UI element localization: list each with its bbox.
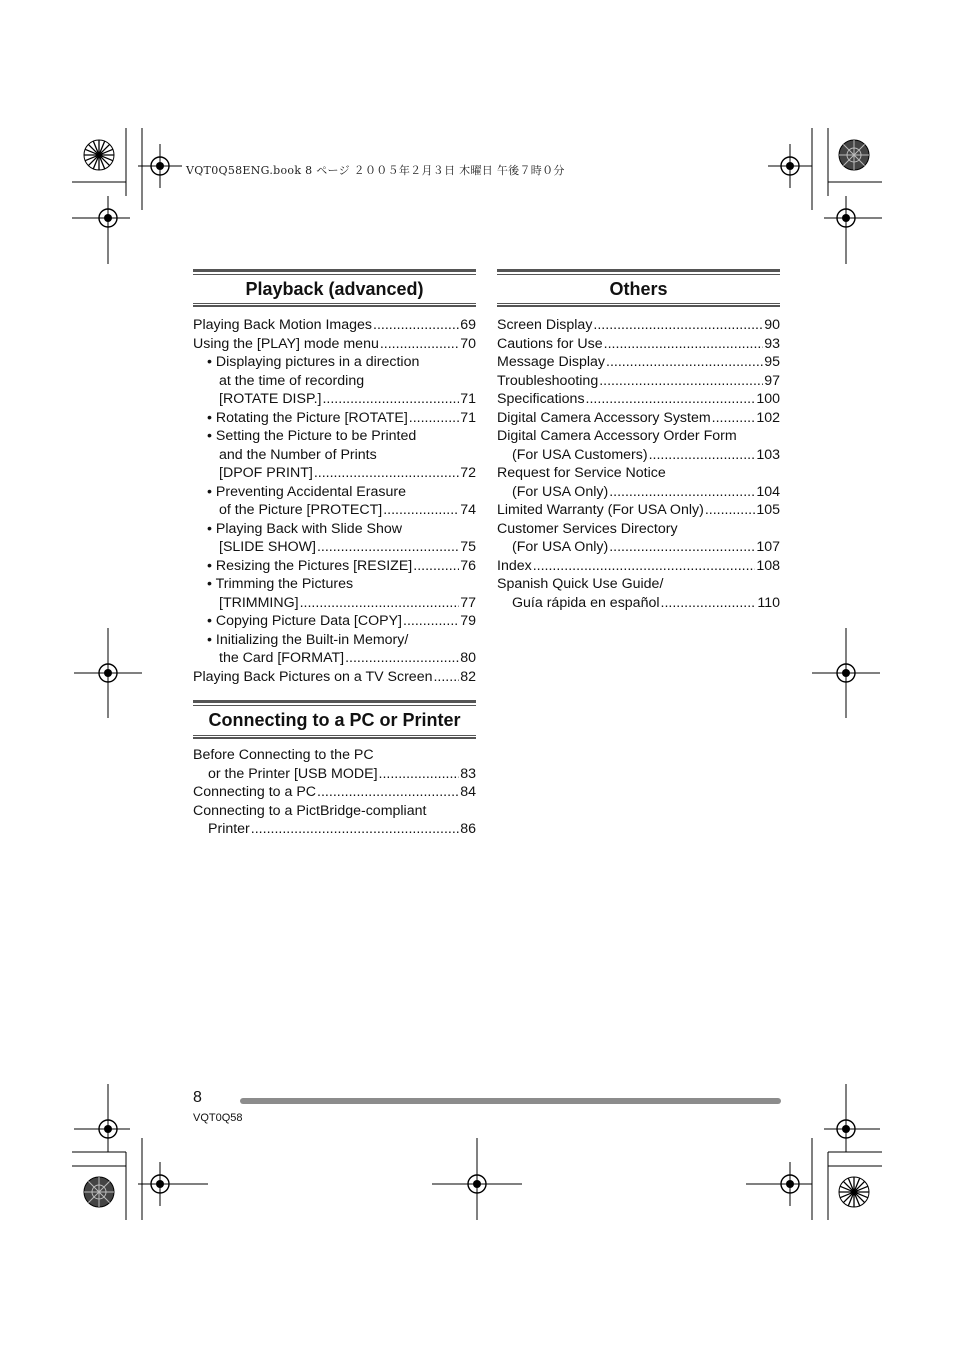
- toc-entry[interactable]: Message Display ..... 95: [497, 353, 780, 372]
- toc-entry[interactable]: Playing Back Pictures on a TV Screen ..... 82: [193, 668, 476, 687]
- toc-entry[interactable]: Playing Back Motion Images ..... 69: [193, 316, 476, 335]
- toc-entry[interactable]: Connecting to a PC ..... 84: [193, 783, 476, 802]
- toc-entry[interactable]: [TRIMMING] ..... 77: [193, 594, 476, 613]
- toc-entry[interactable]: and the Number of Prints: [219, 446, 377, 463]
- toc-entry[interactable]: (For USA Only) ..... 104: [497, 483, 780, 502]
- heading-rule-bottom: [193, 305, 476, 307]
- toc-entry[interactable]: • Rotating the Picture [ROTATE] ..... 71: [193, 409, 476, 428]
- print-header: VQT0Q58ENG.book 8 ページ ２００５年２月３日 木曜日 午後７時０分: [186, 164, 565, 177]
- toc-entry[interactable]: Printer ..... 86: [193, 820, 476, 839]
- section-title: Connecting to a PC or Printer: [208, 710, 461, 730]
- section-others: [497, 269, 780, 611]
- toc-entry[interactable]: • Initializing the Built-in Memory/: [207, 631, 409, 648]
- toc-entry[interactable]: Screen Display ..... 90: [497, 316, 780, 335]
- page-number: 8: [193, 1089, 202, 1106]
- heading-rule-top-thin: [193, 274, 476, 275]
- section-heading: [193, 269, 476, 307]
- toc-entry[interactable]: (For USA Customers) ..... 103: [497, 446, 780, 465]
- toc-entry[interactable]: Guía rápida en español ..... 110: [497, 594, 780, 613]
- toc-entry[interactable]: Index ..... 108: [497, 557, 780, 576]
- toc-entry[interactable]: • Trimming the Pictures: [207, 576, 354, 592]
- toc-entry[interactable]: Request for Service Notice: [497, 465, 666, 481]
- toc-entry[interactable]: [SLIDE SHOW] ..... 75: [193, 538, 476, 557]
- heading-rule-top-thin: [193, 705, 476, 706]
- heading-rule-bottom-thin: [193, 303, 476, 304]
- toc-entry[interactable]: Digital Camera Accessory System ..... 102: [497, 409, 780, 428]
- toc-entry[interactable]: • Copying Picture Data [COPY] ..... 79: [193, 612, 476, 631]
- section-playback-advanced: [193, 269, 476, 685]
- toc-entry[interactable]: Digital Camera Accessory Order Form: [497, 428, 737, 444]
- toc-entry[interactable]: Connecting to a PictBridge-compliant: [193, 802, 427, 819]
- toc-entry[interactable]: at the time of recording: [219, 372, 365, 389]
- section-heading: [497, 269, 780, 307]
- section-title: Playback (advanced): [245, 279, 424, 299]
- heading-rule-bottom-thin: [497, 303, 780, 304]
- toc-list: [193, 316, 476, 686]
- heading-rule-bottom: [193, 737, 476, 739]
- toc-entry[interactable]: Using the [PLAY] mode menu ..... 70: [193, 335, 476, 354]
- toc-entry[interactable]: Customer Services Directory: [497, 520, 678, 537]
- toc-entry[interactable]: Before Connecting to the PC: [193, 747, 374, 763]
- toc-entry[interactable]: Specifications ..... 100: [497, 390, 780, 409]
- toc-entry[interactable]: Limited Warranty (For USA Only) ..... 105: [497, 501, 780, 520]
- toc-list: [497, 316, 780, 612]
- toc-entry[interactable]: [DPOF PRINT] ..... 72: [193, 464, 476, 483]
- toc-entry[interactable]: Troubleshooting ..... 97: [497, 372, 780, 391]
- toc-entry[interactable]: • Displaying pictures in a direction: [207, 354, 420, 370]
- section-heading: [193, 700, 476, 740]
- doc-code: VQT0Q58: [193, 1112, 243, 1124]
- heading-rule-top: [193, 700, 476, 703]
- toc-entry[interactable]: Cautions for Use ..... 93: [497, 335, 780, 354]
- toc-entry[interactable]: • Resizing the Pictures [RESIZE] ..... 76: [193, 557, 476, 576]
- section-connecting: [193, 700, 476, 837]
- heading-rule-top-thin: [497, 274, 780, 275]
- toc-entry[interactable]: of the Picture [PROTECT] ..... 74: [193, 501, 476, 520]
- heading-rule-top: [497, 269, 780, 272]
- toc-entry[interactable]: [ROTATE DISP.] ..... 71: [193, 390, 476, 409]
- section-title: Others: [609, 279, 668, 299]
- toc-entry[interactable]: or the Printer [USB MODE] ..... 83: [193, 765, 476, 784]
- toc-entry[interactable]: (For USA Only) ..... 107: [497, 538, 780, 557]
- heading-rule-bottom-thin: [193, 735, 476, 736]
- toc-entry[interactable]: • Playing Back with Slide Show: [207, 520, 403, 537]
- toc-entry[interactable]: • Setting the Picture to be Printed: [207, 428, 417, 444]
- toc-list: [193, 746, 476, 839]
- heading-rule-top: [193, 269, 476, 272]
- toc-entry[interactable]: • Preventing Accidental Erasure: [207, 483, 406, 500]
- heading-rule-bottom: [497, 305, 780, 307]
- toc-entry[interactable]: the Card [FORMAT] ..... 80: [193, 649, 476, 668]
- footer-bar: [240, 1098, 781, 1104]
- toc-entry[interactable]: Spanish Quick Use Guide/: [497, 576, 664, 592]
